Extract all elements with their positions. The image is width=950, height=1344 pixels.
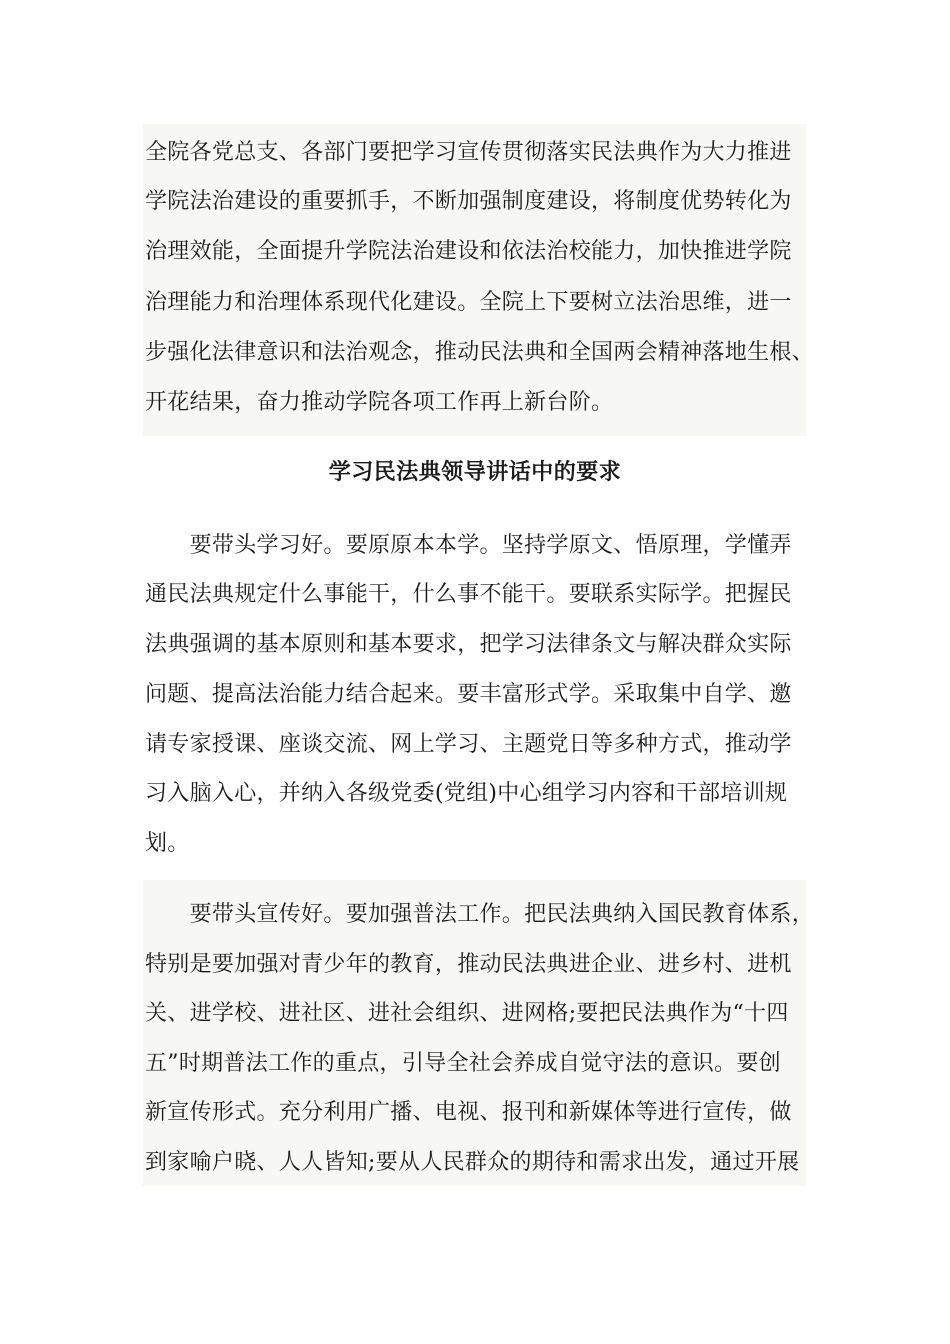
paragraph-1-line: 步强化法律意识和法治观念，推动民法典和全国两会精神落地生根、: [145, 340, 815, 365]
paragraph-1-line: 开花结果，奋力推动学院各项工作再上新台阶。: [145, 390, 614, 415]
paragraph-2-line: 问题、提高法治能力结合起来。要丰富形式学。采取集中自学、邀: [145, 682, 792, 707]
paragraph-3-line: 特别是要加强对青少年的教育，推动民法典进企业、进乡村、进机: [145, 952, 792, 977]
paragraph-3-line: 五”时期普法工作的重点，引导全社会养成自觉守法的意识。要创: [145, 1051, 781, 1076]
paragraph-2-line: 要带头学习好。要原原本本学。坚持学原文、悟原理，学懂弄: [145, 533, 792, 558]
paragraph-1-line: 全院各党总支、各部门要把学习宣传贯彻落实民法典作为大力推进: [145, 140, 792, 165]
paragraph-2-line: 划。: [145, 831, 190, 856]
paragraph-1-line: 学院法治建设的重要抓手，不断加强制度建设，将制度优势转化为: [145, 189, 792, 214]
section-title: 学习民法典领导讲话中的要求: [328, 459, 622, 485]
paragraph-3-line: 新宣传形式。充分利用广播、电视、报刊和新媒体等进行宣传，做: [145, 1100, 792, 1125]
paragraph-3-line: 要带头宣传好。要加强普法工作。把民法典纳入国民教育体系，: [145, 902, 815, 927]
paragraph-1-line: 治理效能，全面提升学院法治建设和依法治校能力，加快推进学院: [145, 239, 792, 264]
paragraph-2-line: 习入脑入心，并纳入各级党委(党组)中心组学习内容和干部培训规: [145, 781, 788, 806]
paragraph-3-line: 到家喻户晓、人人皆知;要从人民群众的期待和需求出发，通过开展: [145, 1150, 800, 1175]
paragraph-2-line: 通民法典规定什么事能干，什么事不能干。要联系实际学。把握民: [145, 582, 792, 607]
paragraph-3-line: 关、进学校、进社区、进社会组织、进网格;要把民法典作为“十四: [145, 1001, 789, 1026]
paragraph-1-line: 治理能力和治理体系现代化建设。全院上下要树立法治思维，进一: [145, 290, 792, 315]
paragraph-2-line: 法典强调的基本原则和基本要求，把学习法律条文与解决群众实际: [145, 632, 792, 657]
paragraph-2-line: 请专家授课、座谈交流、网上学习、主题党日等多种方式，推动学: [145, 732, 792, 757]
